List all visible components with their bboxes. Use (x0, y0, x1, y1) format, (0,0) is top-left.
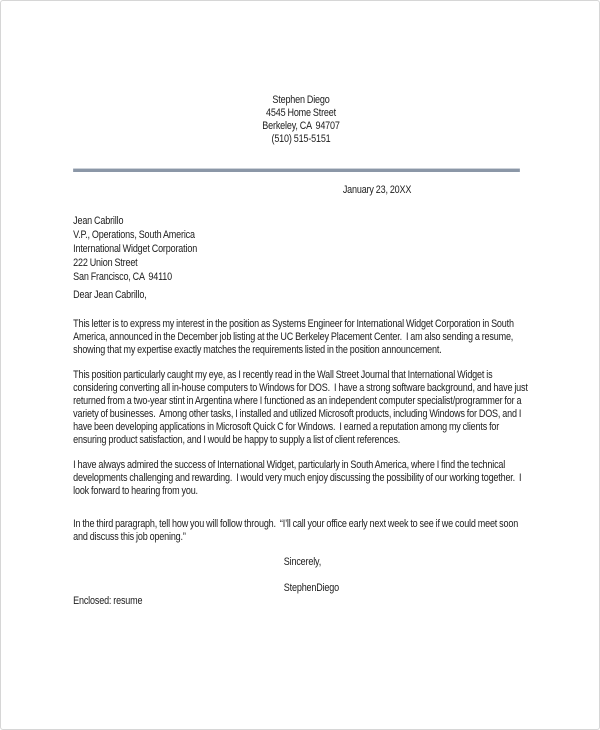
recipient-company: International Widget Corporation (73, 243, 198, 255)
recipient-name: Jean Cabrillo (73, 215, 124, 227)
body-paragraph-1: This letter is to express my interest in the position as Systems Engineer for International Widget Corporation in South America, announced in the December job listing at the UC Berkeley Placement Center. I am also sending a resume, showing that my expertise exactly matches the requirements listed in the position announcement. (73, 318, 516, 356)
sender-block (73, 94, 529, 146)
sender-name: Stephen Diego (272, 94, 330, 106)
date-line: January 23, 20XX (342, 184, 412, 196)
sender-city-state-zip: Berkeley, CA 94707 (262, 120, 340, 132)
signature-name: StephenDiego (283, 582, 339, 594)
recipient-title: V.P., Operations, South America (73, 229, 195, 241)
recipient-street: 222 Union Street (73, 257, 138, 269)
header-divider-rule (73, 168, 520, 172)
letter-content (1, 1, 600, 608)
body-paragraph-2: This position particularly caught my eye, as I recently read in the Wall Street Journal that International Widget is considering converting all in-house computers to Windows for DOS. I have a strong software background, and have just returned from a two-year stint in Argentina where I functioned as an independent computer specialist/programmer for a variety of businesses. Among other tasks, I installed and utilized Microsoft products, including Windows for DOS, and I have been developing applications in Microsoft Quick C for Windows. I earned a reputation among my clients for ensuring product satisfaction, and I would be happy to supply a list of client references. (73, 369, 530, 446)
sender-street: 4545 Home Street (266, 107, 336, 119)
sender-phone: (510) 515-5151 (271, 133, 331, 145)
body-paragraph-3: I have always admired the success of International Widget, particularly in South America, where I find the technical developments challenging and rewarding. I would very much enjoy discussing the possibility of our working together. I look forward to hearing from you. (73, 459, 524, 497)
recipient-city-state-zip: San Francisco, CA 94110 (73, 271, 172, 283)
enclosure-note: Enclosed: resume (73, 595, 143, 607)
closing-phrase: Sincerely, (283, 556, 322, 568)
body-paragraph-4: In the third paragraph, tell how you will follow through. “I’ll call your office early next week to see if we could meet soon and discuss this job opening.” (73, 518, 521, 543)
salutation: Dear Jean Cabrillo, (73, 289, 147, 301)
recipient-block (73, 214, 529, 284)
